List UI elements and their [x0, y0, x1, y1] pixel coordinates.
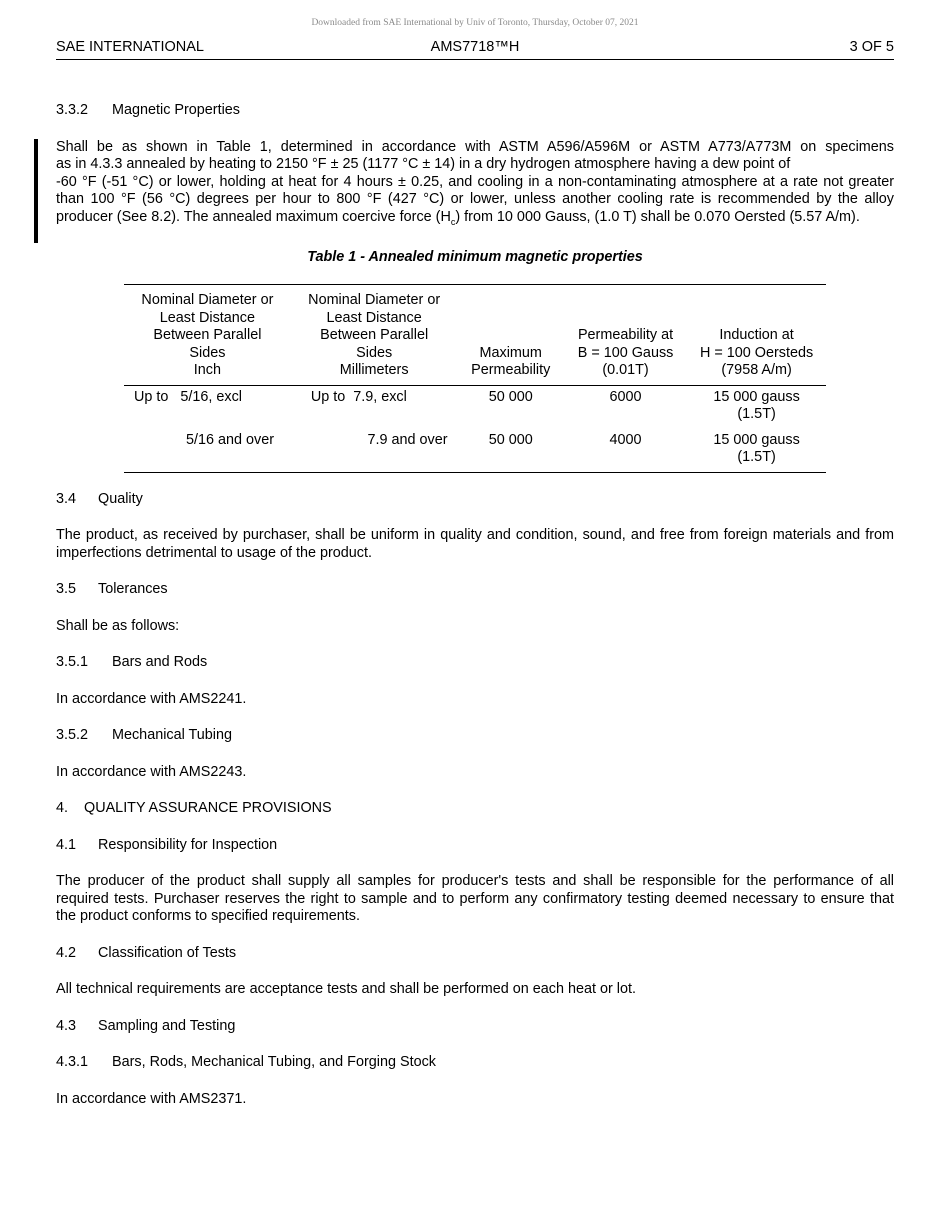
- header-line: Sides: [189, 344, 226, 361]
- document-body: [56, 102, 894, 1108]
- cell-max-permeability: 50 000: [488, 388, 533, 405]
- section-title: Tolerances: [98, 581, 168, 598]
- header-line: Nominal Diameter or: [308, 292, 441, 309]
- section-title: Mechanical Tubing: [112, 727, 232, 744]
- paragraph-sampling: In accordance with AMS2371.: [56, 1090, 247, 1107]
- section-title: Classification of Tests: [98, 944, 237, 961]
- header-line: Nominal Diameter or: [141, 292, 274, 309]
- section-heading-3-4: [56, 491, 894, 509]
- section-heading-4-3-1: [56, 1054, 894, 1072]
- section-number: 4.1: [56, 836, 77, 853]
- paragraph-mechanical-tubing: In accordance with AMS2243.: [56, 763, 247, 780]
- table-row: [124, 429, 826, 473]
- induction-gauss: 15 000 gauss: [713, 388, 800, 405]
- paragraph-classification: All technical requirements are acceptance tests and shall be performed on each heat or lot.: [56, 981, 636, 998]
- paragraph-bars-rods: In accordance with AMS2241.: [56, 690, 247, 707]
- header-document-number: AMS7718™H: [430, 39, 520, 55]
- section-number: 3.5.1: [56, 654, 89, 671]
- section-title: Magnetic Properties: [112, 102, 240, 118]
- header-line: Inch: [193, 362, 221, 379]
- header-line: Permeability at: [577, 327, 674, 344]
- header-line: Between Parallel: [320, 327, 429, 344]
- header-line: Least Distance: [326, 309, 422, 326]
- section-title: Sampling and Testing: [98, 1017, 236, 1034]
- header-line: Sides: [356, 344, 393, 361]
- header-organization: SAE INTERNATIONAL: [56, 39, 204, 55]
- section-number: 4.2: [56, 944, 77, 961]
- download-notice: Downloaded from SAE International by Univ of Toronto, Thursday, October 07, 2021: [311, 18, 639, 28]
- section-number: 3.5.2: [56, 727, 89, 744]
- subscript-c: c: [450, 216, 456, 227]
- header-max-permeability: [458, 285, 564, 386]
- header-permeability: [564, 285, 687, 386]
- table-caption: Table 1 - Annealed minimum magnetic properties: [307, 248, 643, 265]
- section-title: Bars and Rods: [112, 654, 208, 671]
- paragraph-text: ) from 10 000 Gauss, (1.0 T) shall be 0.070 Oersted (5.57 A/m).: [455, 208, 860, 225]
- section-number: 3.5: [56, 581, 77, 598]
- section-number: 4.3.1: [56, 1054, 89, 1071]
- section-heading-4-3: [56, 1018, 894, 1036]
- induction-tesla: (1.5T): [737, 406, 776, 423]
- paragraph-magnetic-properties: [56, 139, 894, 231]
- header-line: Permeability: [471, 362, 551, 379]
- header-line: Between Parallel: [153, 327, 262, 344]
- paragraph-responsibility: The producer of the product shall supply all samples for producer's tests and shall be responsible for the performance of all required tests. Purchaser reserves the right to sample and to perform any confirmatory testing deemed necessary to ensure that the product conforms to specified requirements.: [56, 873, 894, 925]
- header-page-number: 3 OF 5: [849, 39, 894, 55]
- section-heading-3-5: [56, 581, 894, 599]
- header-line: B = 100 Gauss: [577, 344, 674, 361]
- paragraph-line: Shall be as shown in Table 1, determined in accordance with ASTM A596/A596M or ASTM A773/A773M on specimens: [56, 138, 894, 155]
- section-heading-3-5-1: [56, 654, 894, 672]
- magnetic-properties-table: [124, 284, 826, 473]
- section-heading-4-1: [56, 837, 894, 855]
- header-line: (7958 A/m): [721, 362, 792, 379]
- section-title: Responsibility for Inspection: [98, 836, 278, 853]
- header-inch: [124, 285, 291, 386]
- cell-induction: [687, 429, 826, 473]
- revision-change-bar: [34, 139, 38, 243]
- section-number: 3.3.2: [56, 102, 89, 118]
- paragraph-line: [56, 174, 894, 231]
- cell-inch: 5/16 and over: [186, 431, 275, 448]
- paragraph-line: as in 4.3.3 annealed by heating to 2150 °F ± 25 (1177 °C ± 14) in a dry hydrogen atmosphere having a dew point of: [56, 156, 791, 172]
- section-heading-4: [56, 800, 894, 818]
- paragraph-tolerances: Shall be as follows:: [56, 617, 180, 634]
- table-header-row: [124, 285, 826, 386]
- section-title: Quality: [98, 490, 143, 507]
- paragraph-text: -60 °F (-51 °C) or lower, holding at heat for 4 hours ± 0.25, and cooling in a non-contaminating atmosphere at a rate not greater than 100 °F (56 °C) degrees per hour to 800 °F (427 °C) or lower, unless another cooling rate is recommended by the alloy producer (See 8.2). The annealed maximum coercive force (H: [56, 173, 894, 225]
- induction-tesla: (1.5T): [737, 449, 776, 466]
- section-title: QUALITY ASSURANCE PROVISIONS: [84, 800, 332, 817]
- page-header: [56, 39, 894, 60]
- header-line: Maximum: [479, 344, 542, 361]
- header-line: Least Distance: [159, 309, 255, 326]
- section-heading-4-2: [56, 945, 894, 963]
- section-heading-3-5-2: [56, 727, 894, 745]
- paragraph-quality: The product, as received by purchaser, shall be uniform in quality and condition, sound, and free from foreign materials and from imperfections detrimental to usage of the product.: [56, 527, 894, 561]
- section-number: 4.: [56, 800, 69, 817]
- section-number: 3.4: [56, 490, 77, 507]
- header-induction: [687, 285, 826, 386]
- header-line: Millimeters: [339, 362, 409, 379]
- cell-max-permeability: 50 000: [488, 431, 533, 448]
- section-heading-3-3-2: [56, 102, 894, 120]
- cell-induction: [687, 385, 826, 429]
- cell-permeability: 6000: [609, 388, 642, 405]
- cell-mm: Up to 7.9, excl: [310, 388, 407, 405]
- induction-gauss: 15 000 gauss: [713, 431, 800, 448]
- cell-mm: 7.9 and over: [367, 431, 448, 448]
- cell-inch: Up to 5/16, excl: [134, 388, 242, 405]
- table-row: [124, 385, 826, 429]
- header-mm: [291, 285, 458, 386]
- header-line: Induction at: [719, 327, 794, 344]
- section-title: Bars, Rods, Mechanical Tubing, and Forging Stock: [112, 1054, 436, 1071]
- section-number: 4.3: [56, 1017, 77, 1034]
- cell-permeability: 4000: [609, 431, 642, 448]
- header-line: H = 100 Oersteds: [699, 344, 814, 361]
- header-line: (0.01T): [602, 362, 649, 379]
